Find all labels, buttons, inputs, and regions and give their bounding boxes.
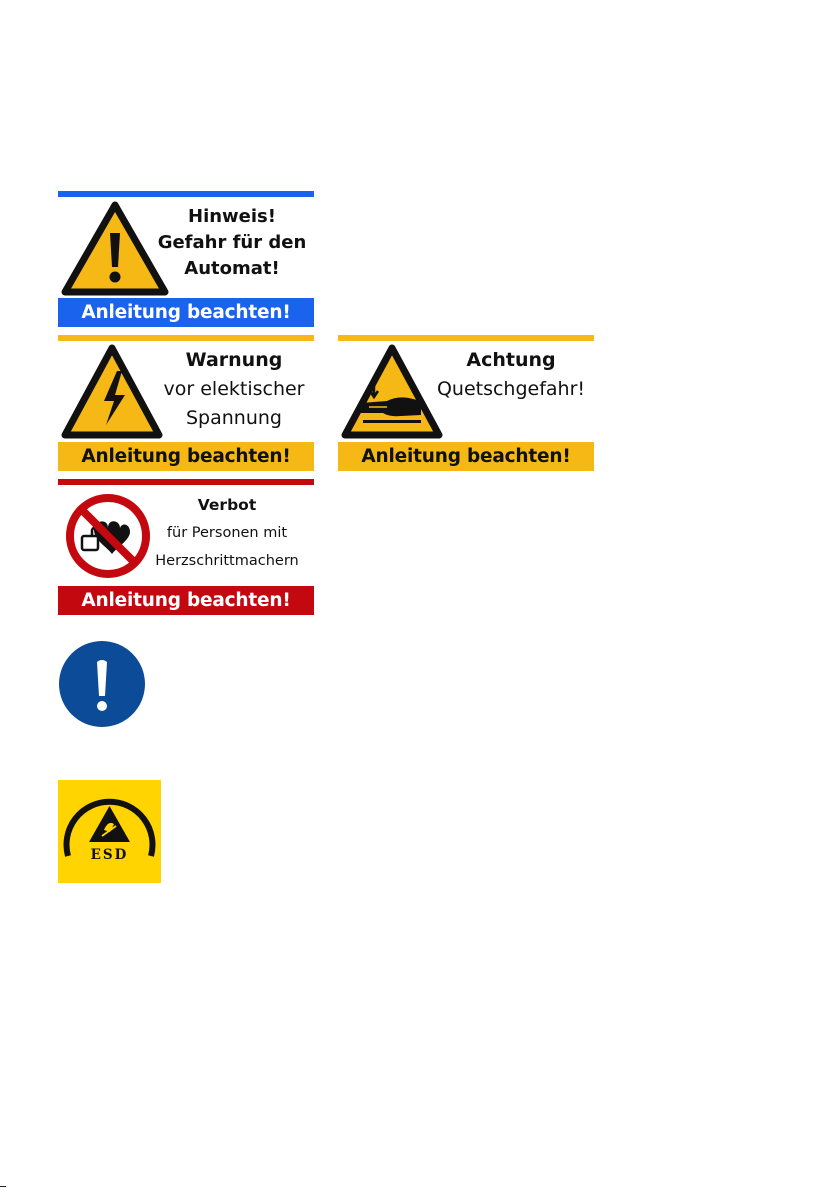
- sign-footer: Anleitung beachten!: [338, 442, 594, 471]
- sign-footer: Anleitung beachten!: [58, 298, 314, 327]
- electric-voltage-icon: [61, 343, 163, 439]
- sign-footer: Anleitung beachten!: [58, 442, 314, 471]
- sign-footer: Anleitung beachten!: [58, 586, 314, 615]
- sign-achtung: [338, 335, 594, 471]
- sign-line: Quetschgefahr!: [436, 378, 586, 400]
- sign-top-bar: [58, 479, 314, 485]
- sign-line: für Personen mit: [166, 525, 288, 541]
- sign-title: Hinweis!: [188, 206, 276, 227]
- crush-hazard-icon: [341, 343, 443, 439]
- sign-verbot: [58, 479, 314, 615]
- sign-hinweis: [58, 191, 314, 327]
- esd-protection-icon: [58, 780, 161, 883]
- sign-line: Spannung: [186, 407, 282, 429]
- sign-warnung: [58, 335, 314, 471]
- sign-title: Verbot: [197, 496, 257, 514]
- sign-text: [156, 346, 312, 433]
- sign-top-bar: [58, 191, 314, 197]
- sign-line: vor elektischer: [163, 378, 305, 400]
- sign-text: [430, 346, 592, 404]
- sign-line: Automat!: [184, 258, 280, 279]
- page-edge-mark: [0, 1186, 6, 1187]
- sign-line: Herzschrittmachern: [155, 553, 299, 569]
- sign-top-bar: [58, 335, 314, 341]
- sign-title: Warnung: [185, 349, 283, 371]
- no-pacemaker-icon: [64, 492, 152, 580]
- sign-title: Achtung: [466, 349, 556, 371]
- sign-line: Gefahr für den: [157, 232, 307, 253]
- sign-top-bar: [338, 335, 594, 341]
- mandatory-notice-icon: [58, 640, 146, 728]
- esd-label: ESD: [90, 847, 129, 863]
- esd-symbol-graphic: [58, 780, 161, 883]
- sign-text: [152, 204, 312, 282]
- sign-text: [142, 491, 312, 575]
